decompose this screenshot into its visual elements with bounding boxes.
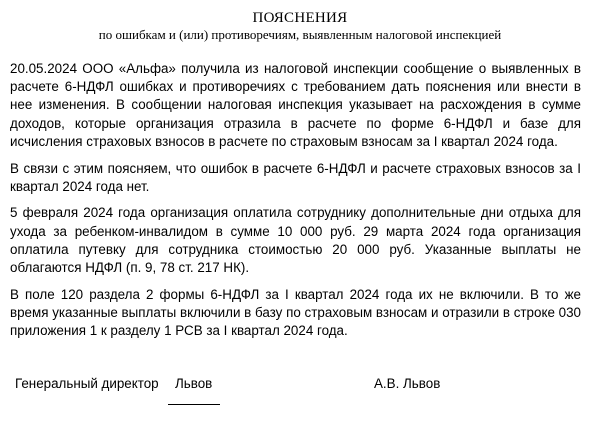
- signature-mark: Львов: [175, 376, 213, 391]
- document-body: [10, 60, 581, 349]
- paragraph-notice: 20.05.2024 ООО «Альфа» получила из налоговой инспекции сообщение о выявленных в расчете 6-НДФЛ ошибках и противоречиях с требованием дать пояснения или внести в нее изменения. В сообщении налоговая инспекция указывает на расхождения в сумме доходов, которые организация отразила в расчете по форме 6-НДФЛ и базе для исчисления страховых взносов в расчете по страховым взносам за I квартал 2024 года.: [10, 61, 581, 149]
- signature-position: Генеральный директор: [15, 376, 159, 391]
- document-subtitle: по ошибкам и (или) противоречиям, выявленным налоговой инспекцией: [98, 27, 502, 42]
- signature-line: [168, 404, 220, 405]
- paragraph-no-errors: В связи с этим поясняем, что ошибок в расчете 6-НДФЛ и расчете страховых взносов за I квартал 2024 года нет.: [10, 160, 581, 194]
- paragraph-reporting: В поле 120 раздела 2 формы 6-НДФЛ за I квартал 2024 года их не включили. В то же время указанные выплаты включили в базу по страховым взносам и отразили в строке 030 приложения 1 к разделу 1 РСВ за I квартал 2024 года.: [10, 286, 581, 339]
- paragraph-payments: 5 февраля 2024 года организация оплатила сотруднику дополнительные дни отдыха для ухода за ребенком-инвалидом в сумме 10 000 руб. 29 марта 2024 года организация оплатила путевку для сотрудника стоимостью 20 000 руб. Указанные выплаты не облагаются НДФЛ (п. 9, 78 ст. 217 НК).: [10, 205, 581, 276]
- signatory-name: А.В. Львов: [374, 376, 441, 391]
- document-title: ПОЯСНЕНИЯ: [252, 10, 348, 26]
